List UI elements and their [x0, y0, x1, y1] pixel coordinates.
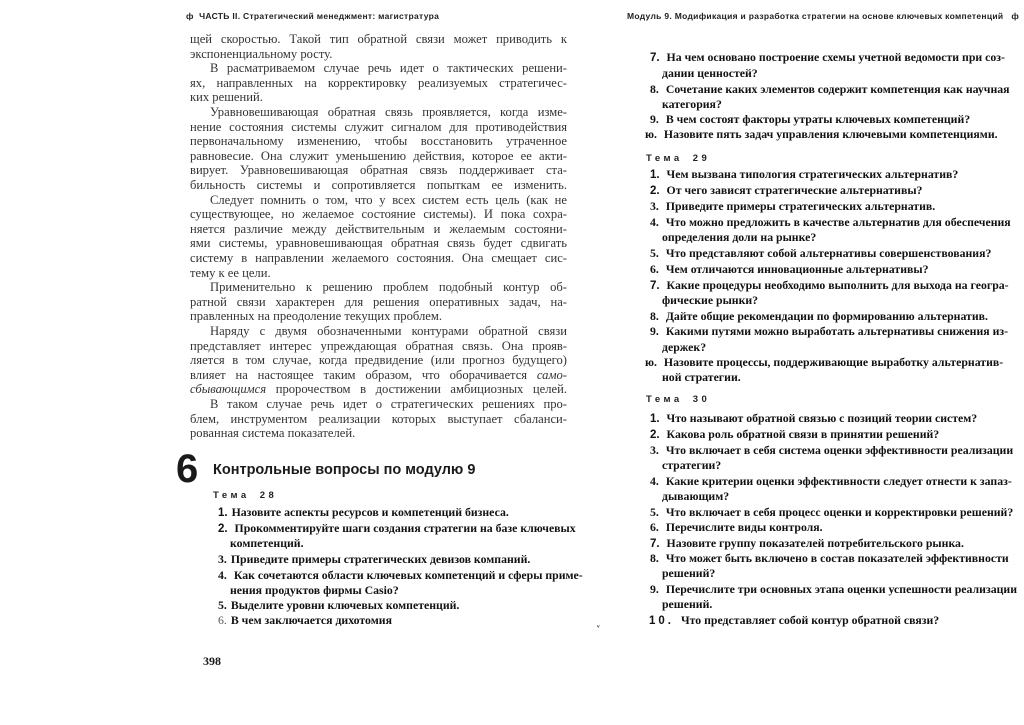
question-item [650, 309, 988, 324]
question-item [650, 112, 970, 127]
question-number: 3. [218, 552, 227, 566]
question-continuation: держек? [662, 340, 707, 354]
question-item [650, 582, 1017, 597]
question-text: Назовите группу показателей потребительского рынка. [666, 536, 964, 550]
question-item [218, 568, 583, 583]
question-number: 9. [650, 324, 659, 338]
question-number: 1. [218, 507, 228, 519]
question-text: Что может быть включено в состав показателей эффективности [665, 551, 1009, 565]
question-continuation: определения доли на рынке? [662, 230, 817, 244]
topic-label: Тема [646, 394, 683, 405]
question-number: 7. [650, 52, 660, 64]
question-continuation: нения продуктов фирмы Casio? [230, 583, 399, 597]
question-text: Чем отличаются инновационные альтернативы? [665, 262, 929, 276]
question-continuation: категория? [662, 97, 722, 111]
question-text: Чем вызвана типология стратегических альтернатив? [666, 167, 959, 181]
question-text: Как сочетаются области ключевых компетенций и сферы приме- [233, 568, 583, 582]
question-number: ю. [645, 355, 657, 369]
page-number: 398 [203, 654, 221, 668]
question-continuation: дывающим? [662, 489, 730, 503]
question-number: 8. [650, 551, 659, 565]
topic-heading [213, 490, 277, 501]
question-text: Перечислите три основных этапа оценки успешности реализации [665, 582, 1017, 596]
question-number: 4. [650, 474, 659, 488]
text-line: ратной связи характерен для решения оперативных задач, на- [190, 294, 567, 309]
question-number: 4. [218, 568, 227, 582]
text-segment: влияет на настоящее таким образом, что оборачивается [190, 367, 537, 382]
text-line: ких решений. [190, 90, 263, 105]
question-continuation: фические рынки? [662, 293, 759, 307]
question-text: Сочетание каких элементов содержит компетенция как научная [665, 82, 1010, 96]
question-item [650, 167, 958, 182]
text-line: няется различие между действительным и желаемым состояни- [190, 221, 567, 236]
question-number: 6. [218, 613, 227, 627]
question-item [650, 324, 1009, 339]
text-line: блем, инструментом реализации которых выступает сбаланси- [190, 411, 567, 426]
header-text: Модуль 9. Модификация и разработка стратегии на основе ключевых компетенций [627, 11, 1004, 21]
question-text: Что называют обратной связью с позиций теории систем? [666, 411, 978, 425]
question-item [650, 199, 935, 214]
question-number: ю. [645, 127, 657, 141]
question-item [650, 411, 977, 426]
question-item [218, 521, 576, 536]
text-line: равновесие. Она служит уменьшению действия, которое ее акти- [190, 148, 567, 163]
text-line: нение состояния системы служит сигналом для противодействия [190, 119, 567, 134]
question-text: Что включает в себя система оценки эффективности реализации [665, 443, 1014, 457]
question-text: Приведите примеры стратегических девизов компаний. [230, 552, 531, 566]
question-number: 9. [650, 582, 659, 596]
question-number: 2. [218, 523, 228, 535]
question-text: Какие процедуры необходимо выполнить для выхода на геогра- [666, 278, 1009, 292]
question-number: 10. [649, 615, 674, 627]
question-number: 8. [650, 309, 659, 323]
text-line: ях, направленных на корректировку реализуемых стратегичес- [190, 75, 567, 90]
question-item [650, 183, 922, 198]
scan-mark: ˬ [596, 618, 601, 628]
text-line: щей скоростью. Такой тип обратной связи может приводить к [190, 32, 567, 46]
question-continuation: ной стратегии. [662, 370, 741, 384]
question-number: 5. [218, 598, 227, 612]
question-text: Назовите аспекты ресурсов и компетенций бизнеса. [231, 505, 509, 519]
text-line: существующее, но желаемое состояние системы). И пока сохра- [190, 207, 567, 222]
question-text: В чем заключается дихотомия [230, 613, 392, 627]
text-line: ями системы, уравновешивающая обратная связь будет сдвигать [190, 236, 567, 251]
text-line: первоначальному изменению, чтобы восстановить утраченное [190, 134, 567, 149]
question-number: 2. [650, 185, 660, 197]
question-item [218, 552, 530, 567]
text-line: вирует. Уравновешивающая обратная связь поддерживает ста- [190, 163, 567, 178]
question-item [650, 551, 1009, 566]
left-running-header [186, 11, 439, 21]
question-number: 7. [650, 538, 660, 550]
question-item [649, 613, 939, 628]
question-item [650, 505, 1013, 520]
question-item [650, 246, 991, 261]
text-line: представляет интерес упреждающая обратная связь. Она прояв- [190, 338, 567, 353]
text-line [190, 382, 567, 397]
italic-text: само- [536, 367, 567, 382]
topic-number: 28 [259, 490, 278, 501]
topic-heading [646, 153, 710, 164]
question-text: Прокомментируйте шаги создания стратегии на базе ключевых [234, 521, 576, 535]
text-line: бильность системы и сопротивляется попыткам ее изменить. [190, 178, 567, 192]
question-continuation: дании ценностей? [662, 66, 758, 80]
header-text: ЧАСТЬ II. Стратегический менеджмент: магистратура [199, 11, 440, 21]
question-text: Перечислите виды контроля. [665, 520, 823, 534]
question-continuation: стратегии? [662, 458, 722, 472]
question-text: Приведите примеры стратегических альтернатив. [665, 199, 936, 213]
question-text: Какие критерии оценки эффективности следует отнести к запаз- [665, 474, 1012, 488]
question-item [650, 474, 1012, 489]
text-line: рованная система показателей. [190, 426, 356, 441]
question-text: Выделите уровни ключевых компетенций. [230, 598, 460, 612]
question-text: Что можно предложить в качестве альтернатив для обеспечения [665, 215, 1011, 229]
header-marker: ф [186, 11, 194, 21]
question-number: 7. [650, 280, 660, 292]
question-item [650, 536, 964, 551]
text-line: В расматриваемом случае речь идет о тактических решени- [210, 61, 567, 76]
question-number: 4. [650, 215, 659, 229]
question-number: 9. [650, 112, 659, 126]
question-number: 6. [650, 520, 659, 534]
topic-label: Тема [646, 153, 683, 164]
topic-number: 29 [692, 153, 711, 164]
question-item [650, 427, 939, 442]
question-number: 8. [650, 82, 659, 96]
question-item [650, 50, 1005, 65]
question-number: 3. [650, 443, 659, 457]
text-segment: пророчеством в достижении амбициозных целей. [266, 382, 567, 397]
question-item [218, 505, 509, 520]
text-line: систему в направлении желаемого состояния. Она смещает сис- [190, 251, 567, 265]
question-number: 2. [650, 429, 660, 441]
right-running-header [627, 11, 1019, 21]
topic-number: 30 [692, 394, 711, 405]
question-continuation: компетенций. [230, 536, 304, 550]
text-line: правленных на преодоление текущих проблем. [190, 309, 442, 324]
question-number: 1. [650, 169, 660, 181]
question-number: 3. [650, 199, 659, 213]
text-line: Наряду с двумя обозначенными контурами обратной связи [210, 324, 567, 338]
question-text: Дайте общие рекомендации по формированию альтернатив. [665, 309, 988, 323]
question-text: Назовите процессы, поддерживающие выработку альтернатив- [663, 355, 1004, 369]
question-text: В чем состоят факторы утраты ключевых компетенций? [665, 112, 971, 126]
question-item [650, 520, 823, 535]
question-text: Что включает в себя процесс оценки и корректировки решений? [665, 505, 1014, 519]
topic-heading [646, 394, 710, 405]
question-item [650, 82, 1010, 97]
text-line: Применительно к решению проблем подобный контур об- [210, 280, 567, 295]
question-text: Что представляют собой альтернативы совершенствования? [665, 246, 992, 260]
question-number: 5. [650, 505, 659, 519]
question-number: 1. [650, 413, 660, 425]
question-item [645, 355, 1004, 370]
question-item [218, 598, 459, 613]
question-text: Назовите пять задач управления ключевыми компетенциями. [663, 127, 998, 141]
text-line: Следует помнить о том, что у всех систем есть цель (как не [210, 192, 567, 207]
italic-text: сбывающимся [190, 382, 267, 397]
question-item [645, 127, 998, 142]
question-text: От чего зависят стратегические альтернативы? [666, 183, 923, 197]
topic-label: Тема [213, 490, 250, 501]
question-number: 5. [650, 246, 659, 260]
section-number: 6 [176, 447, 199, 491]
question-text: Какими путями можно выработать альтернативы снижения из- [665, 324, 1009, 338]
question-text: Какова роль обратной связи в принятии решений? [666, 427, 940, 441]
text-line [190, 368, 567, 383]
question-item [650, 443, 1014, 458]
section-title: Контрольные вопросы по модулю 9 [213, 462, 476, 478]
text-line: тему к ее цели. [190, 265, 271, 280]
question-text: На чем основано построение схемы учетной ведомости при соз- [666, 50, 1005, 64]
text-line: ляется в том случае, когда предвидение (или прогноз будущего) [190, 353, 567, 368]
question-continuation: решений. [662, 597, 713, 611]
question-item [650, 278, 1009, 293]
text-line: В таком случае речь идет о стратегических решениях про- [210, 397, 567, 411]
header-marker: ф [1011, 11, 1020, 21]
question-text: Что представляет собой контур обратной связи? [680, 613, 940, 627]
question-continuation: решений? [662, 566, 716, 580]
text-line: экспоненциальному росту. [190, 46, 333, 61]
question-number: 6. [650, 262, 659, 276]
question-item [650, 262, 928, 277]
question-item [218, 613, 392, 628]
text-line: Уравновешивающая обратная связь проявляется, когда изме- [210, 105, 567, 119]
question-item [650, 215, 1011, 230]
